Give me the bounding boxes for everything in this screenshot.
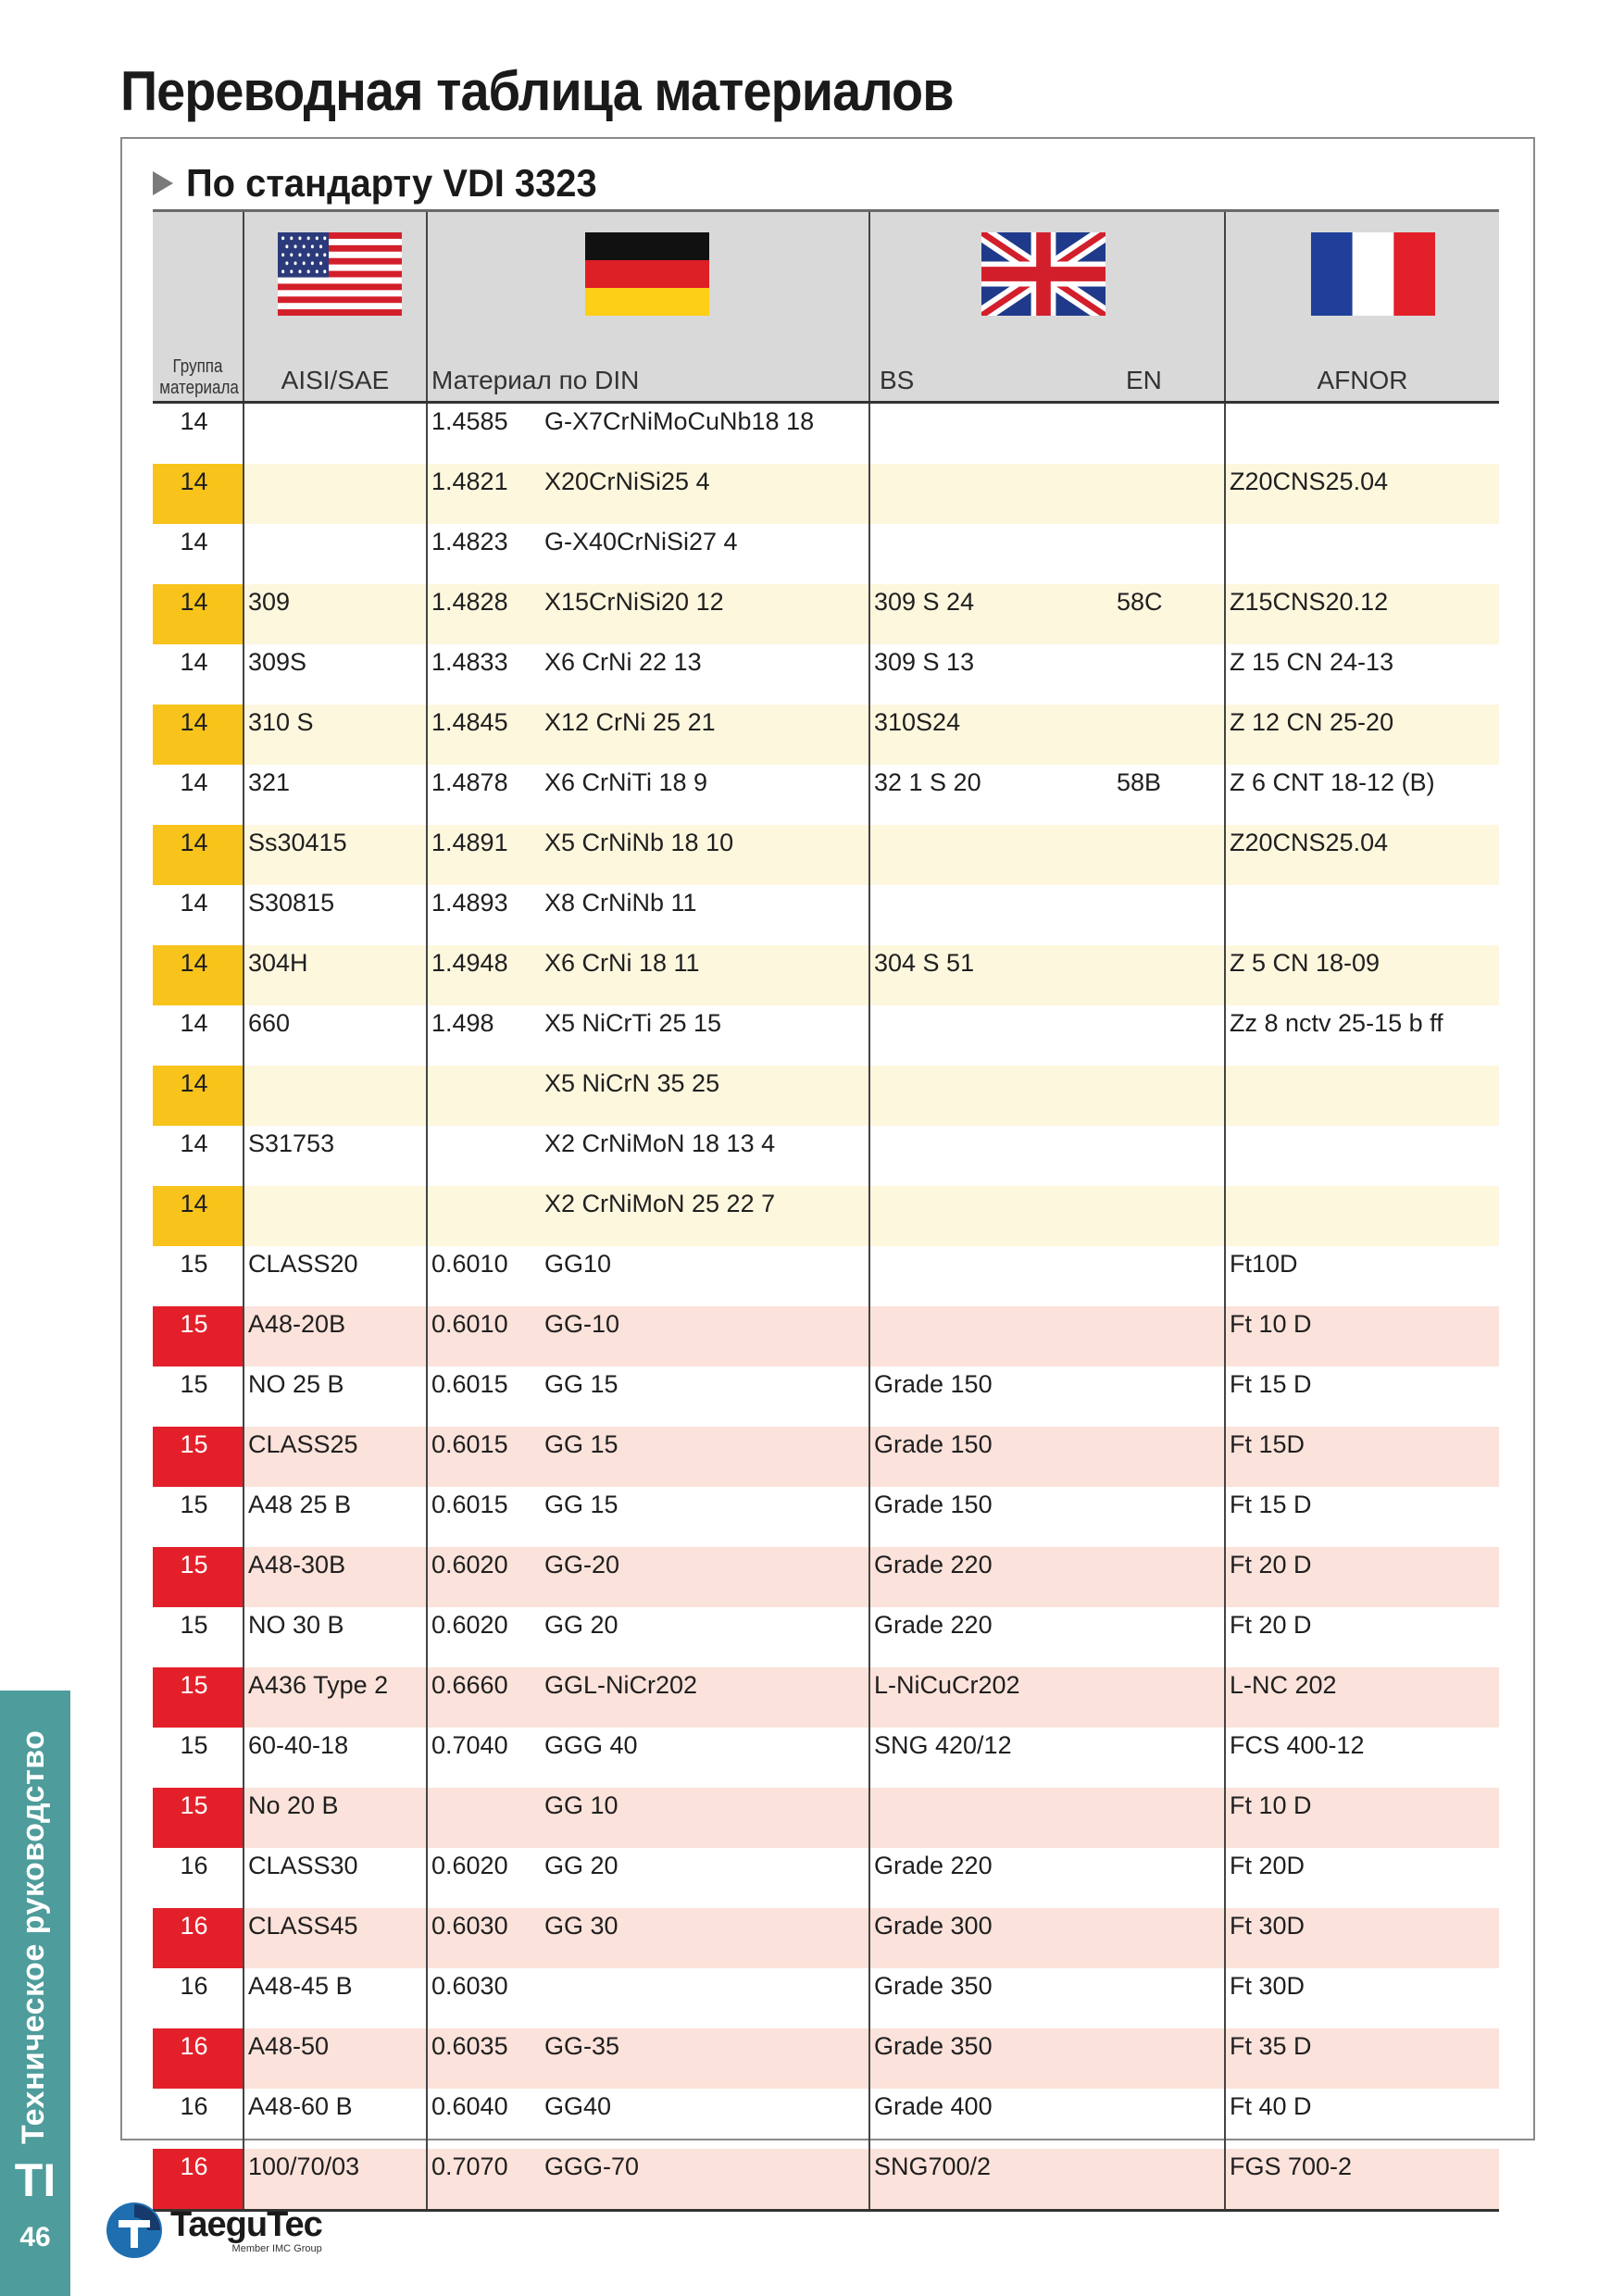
cell-bs-en	[869, 2028, 1225, 2089]
cell-aisi: 309	[244, 584, 427, 644]
din-number: 0.6020	[431, 1551, 508, 1578]
din-designation: GG 20	[544, 1852, 618, 1879]
header-group-line2: материала	[159, 378, 239, 398]
cell-din	[427, 1607, 869, 1667]
din-number: 1.498	[431, 1009, 494, 1037]
din-number: 0.7070	[431, 2152, 508, 2180]
cell-afnor	[1225, 524, 1499, 584]
cell-bs-en	[869, 945, 1225, 1005]
cell-aisi: A48-45 B	[244, 1968, 427, 2028]
uk-flag-icon	[981, 232, 1106, 316]
cell-aisi: 309S	[244, 644, 427, 705]
din-designation: GG 15	[544, 1370, 618, 1398]
cell-aisi: A48-60 B	[244, 2089, 427, 2149]
din-number: 0.6020	[431, 1852, 508, 1879]
din-number: 0.6040	[431, 2092, 508, 2120]
cell-aisi: 304H	[244, 945, 427, 1005]
cell-bs-en	[869, 1186, 1225, 1246]
table-row	[153, 1005, 1499, 1066]
cell-din	[427, 2149, 869, 2211]
cell-din	[427, 1005, 869, 1066]
france-flag-icon	[1311, 232, 1435, 316]
din-designation: X15CrNiSi20 12	[544, 588, 724, 616]
header-bs-en	[869, 211, 1225, 403]
cell-bs-en	[869, 1366, 1225, 1427]
cell-group: 16	[180, 1972, 208, 2000]
cell-afnor	[1225, 403, 1499, 465]
din-number: 0.6035	[431, 2032, 508, 2060]
cell-bs-en	[869, 885, 1225, 945]
cell-din	[427, 1968, 869, 2028]
din-number: 0.6010	[431, 1250, 508, 1278]
cell-afnor	[1225, 1126, 1499, 1186]
cell-bs-en	[869, 2149, 1225, 2211]
cell-aisi	[244, 1066, 427, 1126]
cell-group: 14	[153, 705, 244, 765]
triangle-bullet-icon	[153, 171, 173, 195]
cell-group: 14	[180, 768, 208, 796]
bs-value: SNG700/2	[874, 2152, 992, 2180]
table-row	[153, 644, 1499, 705]
cell-afnor: Ft 40 D	[1225, 2089, 1499, 2149]
taegutec-logo	[104, 2198, 322, 2263]
cell-group: 15	[153, 1306, 244, 1366]
bs-value: Grade 220	[874, 1611, 993, 1639]
germany-flag-icon	[585, 232, 709, 316]
cell-aisi: Ss30415	[244, 825, 427, 885]
table-row	[153, 1848, 1499, 1908]
cell-afnor	[1225, 1186, 1499, 1246]
din-number: 1.4821	[431, 468, 508, 495]
cell-bs-en	[869, 644, 1225, 705]
cell-bs-en	[869, 1968, 1225, 2028]
din-designation: G-X7CrNiMoCuNb18 18	[544, 407, 815, 435]
din-designation: GGG 40	[544, 1731, 638, 1759]
cell-afnor: FGS 700-2	[1225, 2149, 1499, 2211]
din-number: 1.4948	[431, 949, 508, 977]
cell-group: 14	[180, 528, 208, 555]
din-designation: X6 CrNiTi 18 9	[544, 768, 708, 796]
cell-group: 14	[180, 648, 208, 676]
cell-aisi: 321	[244, 765, 427, 825]
table-row	[153, 885, 1499, 945]
page-number: 46	[19, 2222, 51, 2252]
bs-value: Grade 150	[874, 1491, 993, 1518]
din-designation: X6 CrNi 18 11	[544, 949, 700, 977]
cell-bs-en	[869, 2089, 1225, 2149]
din-number: 1.4893	[431, 889, 508, 917]
cell-afnor: Ft 30D	[1225, 1968, 1499, 2028]
table-row	[153, 1728, 1499, 1788]
cell-aisi: A48-30B	[244, 1547, 427, 1607]
table-row	[153, 765, 1499, 825]
cell-afnor	[1225, 1066, 1499, 1126]
table-row	[153, 464, 1499, 524]
din-number: 0.7040	[431, 1731, 508, 1759]
materials-table	[153, 209, 1499, 2212]
table-row	[153, 2028, 1499, 2089]
cell-group: 14	[180, 889, 208, 917]
cell-aisi	[244, 403, 427, 465]
cell-group: 16	[180, 1852, 208, 1879]
cell-bs-en	[869, 1066, 1225, 1126]
cell-afnor: Z 15 CN 24-13	[1225, 644, 1499, 705]
header-group-line1: Группа	[172, 356, 223, 377]
bs-value: Grade 220	[874, 1852, 993, 1879]
cell-afnor: Ft 10 D	[1225, 1788, 1499, 1848]
din-designation: GG10	[544, 1250, 612, 1278]
header-aisi-label: AISI/SAE	[281, 366, 390, 394]
din-number	[431, 1069, 544, 1098]
cell-aisi: 660	[244, 1005, 427, 1066]
din-designation: GG 30	[544, 1912, 618, 1940]
table-row	[153, 584, 1499, 644]
cell-din	[427, 705, 869, 765]
table-row	[153, 1908, 1499, 1968]
din-designation: GG 20	[544, 1611, 618, 1639]
section-label: Техническое руководство	[16, 1729, 51, 2144]
din-designation: X8 CrNiNb 11	[544, 889, 697, 917]
table-row	[153, 2149, 1499, 2211]
cell-bs-en	[869, 1728, 1225, 1788]
cell-din	[427, 1848, 869, 1908]
cell-din	[427, 1728, 869, 1788]
table-row	[153, 403, 1499, 465]
cell-group: 15	[153, 1788, 244, 1848]
table-row	[153, 945, 1499, 1005]
cell-afnor: Ft 20 D	[1225, 1607, 1499, 1667]
cell-afnor: Z 5 CN 18-09	[1225, 945, 1499, 1005]
table-row	[153, 1487, 1499, 1547]
din-number: 1.4833	[431, 648, 508, 676]
cell-bs-en	[869, 1788, 1225, 1848]
din-designation: G-X40CrNiSi27 4	[544, 528, 738, 555]
header-en-label: EN	[1126, 366, 1162, 394]
cell-din	[427, 1366, 869, 1427]
logo-member-text: Member IMC Group	[231, 2242, 322, 2254]
cell-afnor: Ft 30D	[1225, 1908, 1499, 1968]
bs-value: SNG 420/12	[874, 1731, 1012, 1759]
en-value: 58C	[1117, 588, 1163, 616]
din-designation: X12 CrNi 25 21	[544, 708, 716, 736]
cell-aisi: CLASS25	[244, 1427, 427, 1487]
din-designation: GGL-NiCr202	[544, 1671, 698, 1699]
cell-din	[427, 1547, 869, 1607]
table-row	[153, 825, 1499, 885]
section-code: TI	[14, 2154, 56, 2206]
table-row	[153, 1427, 1499, 1487]
side-tab	[0, 1691, 70, 2296]
cell-afnor: L-NC 202	[1225, 1667, 1499, 1728]
cell-din	[427, 825, 869, 885]
cell-din	[427, 765, 869, 825]
table-row	[153, 1366, 1499, 1427]
cell-bs-en	[869, 403, 1225, 465]
cell-din	[427, 584, 869, 644]
table-row	[153, 1547, 1499, 1607]
cell-din	[427, 1306, 869, 1366]
cell-afnor: Ft 10 D	[1225, 1306, 1499, 1366]
table-row	[153, 1607, 1499, 1667]
din-number: 1.4585	[431, 407, 508, 435]
bs-value: L-NiCuCr202	[874, 1671, 1020, 1699]
cell-group: 14	[153, 464, 244, 524]
cell-bs-en	[869, 1246, 1225, 1306]
cell-aisi: A48-20B	[244, 1306, 427, 1366]
cell-bs-en	[869, 1848, 1225, 1908]
din-designation: GGG-70	[544, 2152, 640, 2180]
din-designation: X2 CrNiMoN 25 22 7	[544, 1190, 776, 1217]
section-subtitle	[153, 156, 618, 211]
table-row	[153, 1788, 1499, 1848]
din-designation: X20CrNiSi25 4	[544, 468, 710, 495]
din-designation: GG 15	[544, 1430, 618, 1458]
cell-group: 14	[153, 1066, 244, 1126]
din-number: 1.4845	[431, 708, 508, 736]
cell-din	[427, 524, 869, 584]
table-row	[153, 2089, 1499, 2149]
table-row	[153, 524, 1499, 584]
logo-brand-text: TaeguTec	[170, 2204, 322, 2244]
cell-group: 15	[180, 1370, 208, 1398]
header-afnor-label: AFNOR	[1317, 366, 1408, 394]
cell-afnor: Ft 15 D	[1225, 1487, 1499, 1547]
cell-din	[427, 885, 869, 945]
din-number: 1.4823	[431, 528, 508, 555]
din-designation: GG 15	[544, 1491, 618, 1518]
header-group	[153, 211, 244, 403]
cell-afnor: FCS 400-12	[1225, 1728, 1499, 1788]
cell-group: 16	[180, 2092, 208, 2120]
cell-afnor: Z 12 CN 25-20	[1225, 705, 1499, 765]
usa-flag-icon	[278, 232, 402, 316]
din-number: 0.6030	[431, 1972, 508, 2000]
en-value: 58B	[1117, 768, 1162, 796]
din-designation: X5 NiCrTi 25 15	[544, 1009, 722, 1037]
din-designation: X5 CrNiNb 18 10	[544, 829, 734, 856]
cell-group: 16	[153, 2149, 244, 2211]
cell-aisi	[244, 464, 427, 524]
cell-din	[427, 1126, 869, 1186]
cell-group: 15	[180, 1491, 208, 1518]
cell-aisi: S30815	[244, 885, 427, 945]
cell-bs-en	[869, 1667, 1225, 1728]
din-designation: X2 CrNiMoN 18 13 4	[544, 1129, 776, 1157]
cell-afnor: Ft 20 D	[1225, 1547, 1499, 1607]
cell-din	[427, 1427, 869, 1487]
din-designation: GG-10	[544, 1310, 620, 1338]
din-number: 0.6030	[431, 1912, 508, 1940]
cell-bs-en	[869, 1306, 1225, 1366]
cell-aisi: 100/70/03	[244, 2149, 427, 2211]
bs-value: Grade 400	[874, 2092, 993, 2120]
cell-afnor: Ft 15 D	[1225, 1366, 1499, 1427]
din-designation: X5 NiCrN 35 25	[544, 1069, 720, 1097]
cell-bs-en	[869, 464, 1225, 524]
cell-aisi: 60-40-18	[244, 1728, 427, 1788]
table-row	[153, 1667, 1499, 1728]
din-number: 1.4878	[431, 768, 508, 796]
cell-aisi: 310 S	[244, 705, 427, 765]
cell-group: 14	[180, 1129, 208, 1157]
table-header-row	[153, 211, 1499, 403]
cell-group: 15	[153, 1667, 244, 1728]
cell-group: 15	[180, 1611, 208, 1639]
taegutec-logo-icon	[104, 2200, 165, 2261]
cell-bs-en	[869, 1427, 1225, 1487]
cell-group: 14	[153, 945, 244, 1005]
din-number: 0.6020	[431, 1611, 508, 1639]
cell-din	[427, 403, 869, 465]
header-afnor	[1225, 211, 1499, 403]
cell-aisi	[244, 1186, 427, 1246]
din-number: 1.4828	[431, 588, 508, 616]
cell-aisi: A48-50	[244, 2028, 427, 2089]
bs-value: 310S24	[874, 708, 961, 736]
bs-value: 309 S 13	[874, 648, 975, 676]
cell-afnor: Ft 35 D	[1225, 2028, 1499, 2089]
cell-group: 15	[153, 1427, 244, 1487]
din-number: 1.4891	[431, 829, 508, 856]
cell-aisi: No 20 B	[244, 1788, 427, 1848]
din-designation: GG40	[544, 2092, 612, 2120]
cell-aisi: CLASS30	[244, 1848, 427, 1908]
bs-value: 309 S 24	[874, 588, 975, 616]
cell-din	[427, 1788, 869, 1848]
bs-value: 304 S 51	[874, 949, 975, 977]
cell-din	[427, 945, 869, 1005]
table-body	[153, 403, 1499, 2211]
cell-aisi: CLASS45	[244, 1908, 427, 1968]
cell-group: 14	[180, 1009, 208, 1037]
cell-din	[427, 1066, 869, 1126]
cell-din	[427, 1908, 869, 1968]
din-number: 0.6015	[431, 1491, 508, 1518]
cell-din	[427, 1667, 869, 1728]
cell-bs-en	[869, 584, 1225, 644]
cell-din	[427, 2028, 869, 2089]
cell-afnor: Ft10D	[1225, 1246, 1499, 1306]
cell-din	[427, 644, 869, 705]
subtitle-text: По стандарту VDI 3323	[186, 161, 597, 205]
header-din-label: Материал по DIN	[431, 366, 640, 394]
cell-bs-en	[869, 1005, 1225, 1066]
header-din	[427, 211, 869, 403]
cell-group: 14	[153, 1186, 244, 1246]
cell-bs-en	[869, 765, 1225, 825]
bs-value: Grade 150	[874, 1370, 993, 1398]
cell-bs-en	[869, 1908, 1225, 1968]
cell-afnor: Zz 8 nctv 25-15 b ff	[1225, 1005, 1499, 1066]
cell-afnor: Ft 15D	[1225, 1427, 1499, 1487]
cell-aisi: CLASS20	[244, 1246, 427, 1306]
din-number: 0.6015	[431, 1430, 508, 1458]
table-row	[153, 1968, 1499, 2028]
cell-bs-en	[869, 1487, 1225, 1547]
cell-group: 15	[180, 1250, 208, 1278]
cell-aisi	[244, 524, 427, 584]
table-row	[153, 1126, 1499, 1186]
bs-value: Grade 350	[874, 1972, 993, 2000]
cell-bs-en	[869, 705, 1225, 765]
cell-aisi: A436 Type 2	[244, 1667, 427, 1728]
cell-group: 15	[180, 1731, 208, 1759]
cell-afnor: Z20CNS25.04	[1225, 464, 1499, 524]
cell-afnor: Ft 20D	[1225, 1848, 1499, 1908]
din-number: 0.6015	[431, 1370, 508, 1398]
cell-group: 14	[153, 825, 244, 885]
din-number: 0.6660	[431, 1671, 508, 1699]
cell-group: 16	[153, 2028, 244, 2089]
bs-value: Grade 220	[874, 1551, 993, 1578]
table-row	[153, 1306, 1499, 1366]
table-row	[153, 705, 1499, 765]
cell-aisi: S31753	[244, 1126, 427, 1186]
din-designation: GG 10	[544, 1791, 618, 1819]
din-designation: X6 CrNi 22 13	[544, 648, 702, 676]
cell-din	[427, 2089, 869, 2149]
header-bs-label: BS	[880, 366, 915, 394]
bs-value: 32 1 S 20	[874, 768, 981, 796]
cell-bs-en	[869, 524, 1225, 584]
table-row	[153, 1066, 1499, 1126]
din-number	[431, 1190, 544, 1218]
din-designation: GG-35	[544, 2032, 620, 2060]
cell-aisi: NO 30 B	[244, 1607, 427, 1667]
cell-afnor: Z15CNS20.12	[1225, 584, 1499, 644]
header-aisi	[244, 211, 427, 403]
cell-afnor: Z20CNS25.04	[1225, 825, 1499, 885]
bs-value: Grade 350	[874, 2032, 993, 2060]
table-row	[153, 1246, 1499, 1306]
cell-bs-en	[869, 1126, 1225, 1186]
cell-bs-en	[869, 1607, 1225, 1667]
cell-afnor: Z 6 CNT 18-12 (B)	[1225, 765, 1499, 825]
table-row	[153, 1186, 1499, 1246]
cell-din	[427, 464, 869, 524]
din-number	[431, 1129, 544, 1158]
page-title: Переводная таблица материалов	[120, 60, 954, 122]
cell-din	[427, 1487, 869, 1547]
din-designation: GG-20	[544, 1551, 620, 1578]
cell-aisi: A48 25 B	[244, 1487, 427, 1547]
bs-value: Grade 300	[874, 1912, 993, 1940]
cell-group: 14	[153, 584, 244, 644]
cell-bs-en	[869, 825, 1225, 885]
cell-bs-en	[869, 1547, 1225, 1607]
cell-din	[427, 1246, 869, 1306]
cell-group: 14	[180, 407, 208, 435]
cell-aisi: NO 25 B	[244, 1366, 427, 1427]
din-number: 0.6010	[431, 1310, 508, 1338]
cell-group: 16	[153, 1908, 244, 1968]
cell-afnor	[1225, 885, 1499, 945]
din-number	[431, 1791, 544, 1820]
cell-group: 15	[153, 1547, 244, 1607]
bs-value: Grade 150	[874, 1430, 993, 1458]
cell-din	[427, 1186, 869, 1246]
